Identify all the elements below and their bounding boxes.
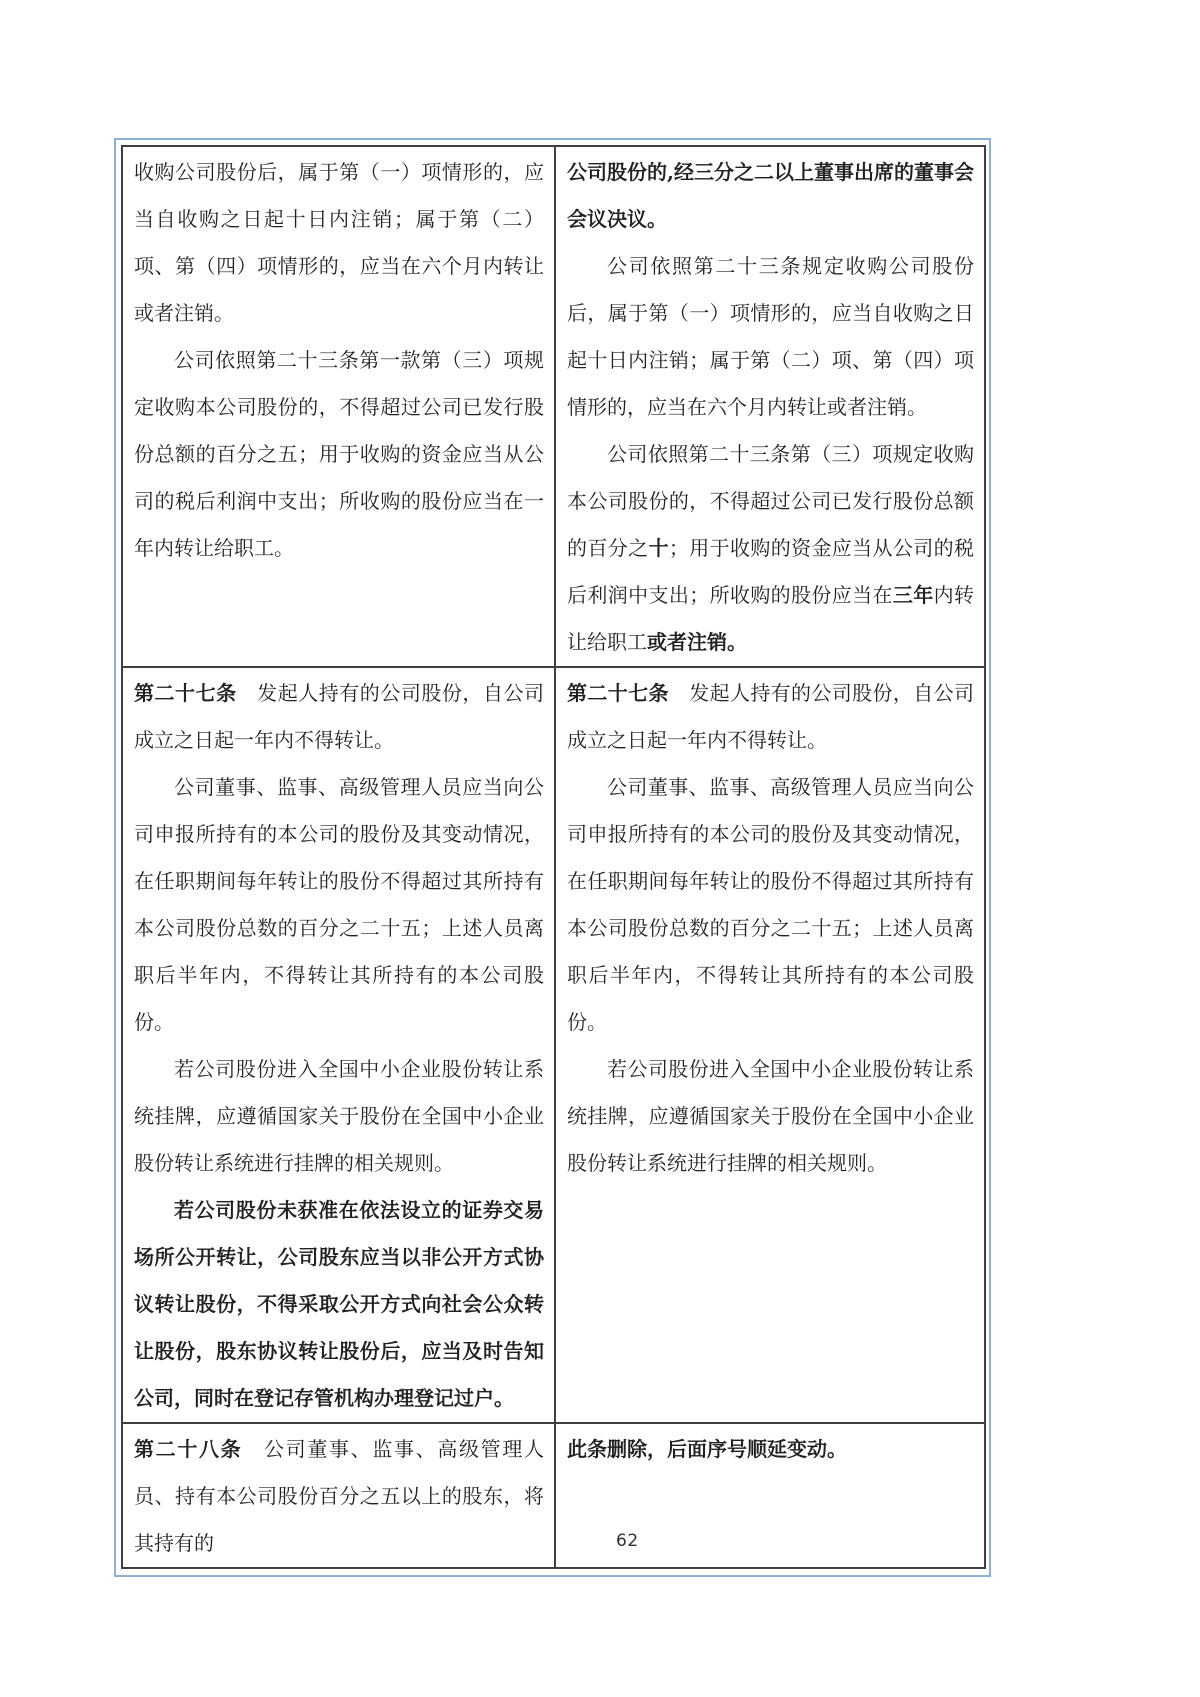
text-segment: 收购公司股份后，属于第（一）项情形的，应当自收购之日起十日内注销；属于第（二）项、第（四）项情形的，应当在六个月内转让或者注销。: [134, 160, 544, 325]
bold-text-segment: 此条删除，后面序号顺延变动。: [567, 1437, 847, 1461]
table-cell: [122, 146, 555, 667]
table-row: [122, 667, 985, 1423]
text-segment: ；用于收购的资金应当从公司的税后利润中支出；所收购的股份应当在: [567, 536, 975, 607]
paragraph: [567, 431, 974, 666]
table-cell: [555, 146, 985, 667]
bold-text-segment: 三年: [892, 583, 934, 607]
paragraph: [134, 1046, 544, 1187]
text-segment: 发起人持有的公司股份，自公司成立之日起一年内不得转让。: [134, 681, 545, 752]
text-segment: 公司依照第二十三条第一款第（三）项规定收购本公司股份的，不得超过公司已发行股份总额的百分之五；用于收购的资金应当从公司的税后利润中支出；所收购的股份应当在一年内转让给职工。: [134, 348, 544, 560]
text-segment: 公司董事、监事、高级管理人员、持有本公司股份百分之五以上的股东，将其持有的: [134, 1437, 545, 1555]
paragraph: [134, 764, 544, 1046]
paragraph: [134, 337, 544, 572]
text-segment: 公司依照第二十三条规定收购公司股份后，属于第（一）项情形的，应当自收购之日起十日内注销；属于第（二）项、第（四）项情形的，应当在六个月内转让或者注销。: [567, 254, 974, 419]
text-segment: 若公司股份进入全国中小企业股份转让系统挂牌，应遵循国家关于股份在全国中小企业股份转让系统进行挂牌的相关规则。: [567, 1057, 974, 1175]
bold-text-segment: 第二十七条: [134, 681, 237, 705]
table-row: [122, 146, 985, 667]
bold-text-segment: 或者注销。: [647, 630, 747, 654]
paragraph: [134, 1187, 544, 1422]
paragraph: [567, 1046, 974, 1187]
bold-text-segment: 十: [648, 536, 669, 560]
bold-text-segment: 公司股份的,经三分之二以上董事出席的董事会会议决议。: [567, 160, 974, 231]
table-row: [122, 1423, 985, 1568]
text-segment: 公司董事、监事、高级管理人员应当向公司申报所持有的本公司的股份及其变动情况，在任职期间每年转让的股份不得超过其所持有本公司股份总数的百分之二十五；上述人员离职后半年内，不得转让其所持有的本公司股份。: [567, 775, 974, 1034]
text-segment: 公司依照第二十三条第（三）项规定收购本公司股份的，不得超过公司已发行股份总额的百分之: [567, 442, 974, 560]
paragraph: [567, 149, 974, 243]
bold-text-segment: 第二十八条: [134, 1437, 243, 1461]
paragraph: [567, 670, 974, 764]
table-cell: [555, 667, 985, 1423]
comparison-table: [121, 145, 986, 1569]
bold-text-segment: 第二十七条: [567, 681, 669, 705]
text-segment: 若公司股份进入全国中小企业股份转让系统挂牌，应遵循国家关于股份在全国中小企业股份转让系统进行挂牌的相关规则。: [134, 1057, 544, 1175]
table-cell: [122, 1423, 555, 1568]
comparison-table-body: [122, 146, 985, 1568]
paragraph: [567, 243, 974, 431]
text-segment: 发起人持有的公司股份，自公司成立之日起一年内不得转让。: [567, 681, 975, 752]
paragraph: [134, 670, 544, 764]
page-number: 62: [616, 1531, 639, 1551]
paragraph: [567, 1426, 974, 1473]
table-cell: [122, 667, 555, 1423]
text-segment: 公司董事、监事、高级管理人员应当向公司申报所持有的本公司的股份及其变动情况，在任职期间每年转让的股份不得超过其所持有本公司股份总数的百分之二十五；上述人员离职后半年内，不得转让其所持有的本公司股份。: [134, 775, 544, 1034]
text-segment: 内转让给职工: [567, 583, 975, 654]
paragraph: [134, 149, 544, 337]
paragraph: [134, 1426, 544, 1567]
paragraph: [567, 764, 974, 1046]
bold-text-segment: 若公司股份未获准在依法设立的证券交易场所公开转让，公司股东应当以非公开方式协议转让股份，不得采取公开方式向社会公众转让股份，股东协议转让股份后，应当及时告知公司，同时在登记存管机构办理登记过户。: [134, 1198, 544, 1410]
comparison-table-frame: [114, 138, 991, 1577]
